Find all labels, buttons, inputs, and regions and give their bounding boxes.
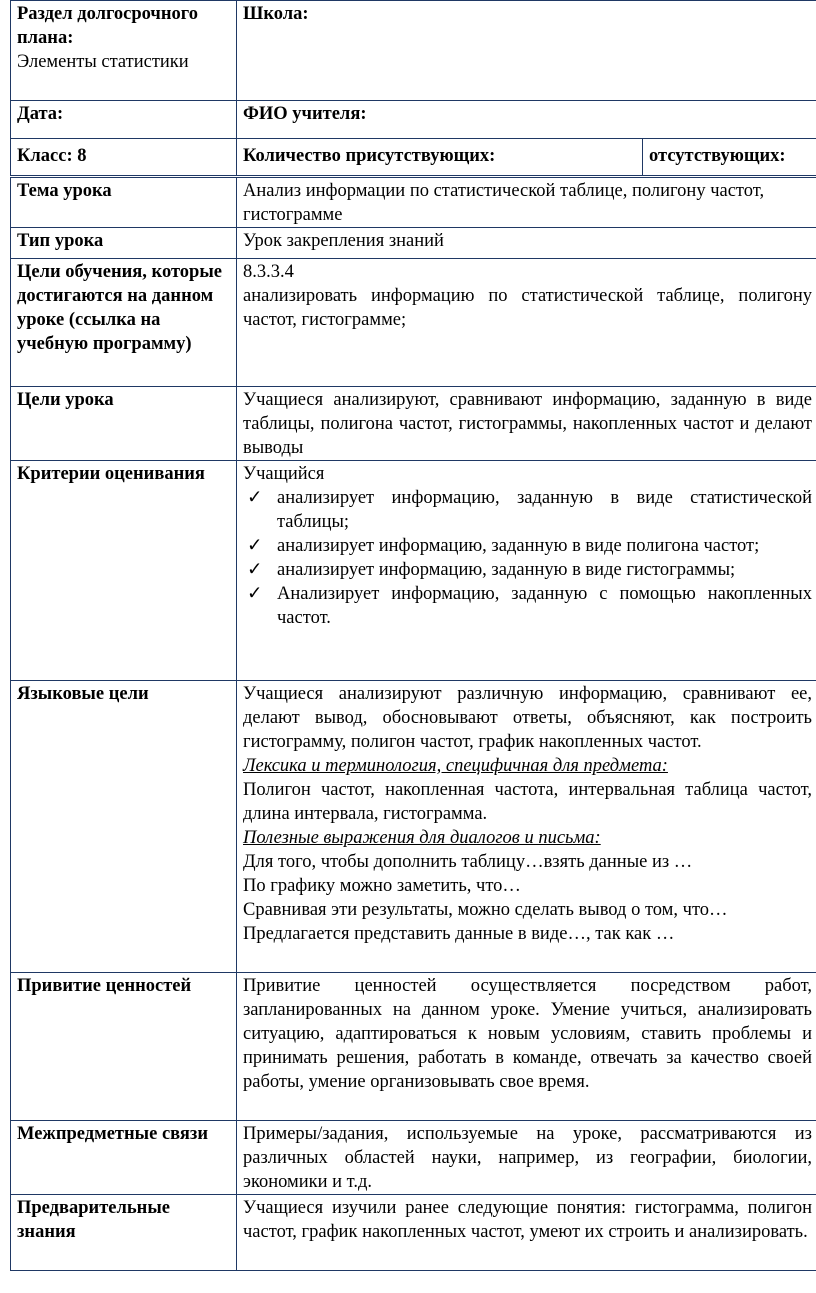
absent-cell: [643, 139, 816, 177]
criteria-intro: Учащийся: [243, 464, 325, 484]
school-cell: [237, 1, 816, 101]
criteria-item: [247, 534, 812, 558]
checkmark-icon: ✓: [247, 584, 263, 604]
date-cell: [11, 101, 237, 139]
row-date: [11, 101, 816, 139]
absent-label: отсутствующих:: [649, 146, 786, 166]
vocab-text: Полигон частот, накопленная частота, интервальная таблица частот, длина интервала, гистограмма.: [243, 780, 812, 824]
row-values: [11, 973, 816, 1121]
phrase-line: Для того, чтобы дополнить таблицу…взять данные из …: [243, 852, 693, 872]
present-label: Количество присутствующих:: [243, 146, 496, 166]
class-cell: [11, 139, 237, 177]
values-label: Привитие ценностей: [11, 973, 237, 1121]
lesson-goals-label: Цели урока: [11, 387, 237, 461]
criteria-cell: [237, 461, 816, 681]
phrases-heading: Полезные выражения для диалогов и письма:: [243, 828, 601, 848]
criteria-item-text: анализирует информацию, заданную в виде гистограммы;: [277, 560, 736, 580]
checkmark-icon: ✓: [247, 488, 263, 508]
row-topic: [11, 177, 816, 228]
objectives-cell: [237, 259, 816, 387]
criteria-item-text: анализирует информацию, заданную в виде полигона частот;: [277, 536, 760, 556]
objectives-value: анализировать информацию по статистической таблице, полигону частот, гистограмме;: [243, 286, 812, 330]
cross-label: Межпредметные связи: [11, 1121, 237, 1195]
criteria-item-text: анализирует информацию, заданную в виде статистической таблицы;: [277, 488, 812, 532]
section-label: Раздел долгосрочного плана:: [17, 4, 198, 48]
phrase-line: По графику можно заметить, что…: [243, 876, 521, 896]
criteria-item: [247, 558, 812, 582]
values-value: Привитие ценностей осуществляется посредством работ, запланированных на данном уроке. Умение учиться, анализировать ситуацию, адаптироваться к новым условиям, ставить проблемы и принимать решения, работать в команде, отвечать за качество своей работы, умение организовывать свое время.: [237, 973, 816, 1121]
criteria-item: [247, 486, 812, 534]
class-label: Класс: 8: [17, 146, 87, 166]
teacher-label: ФИО учителя:: [243, 104, 367, 124]
vocab-heading: Лексика и терминология, специфичная для предмета:: [243, 756, 668, 776]
lesson-goals-value: Учащиеся анализируют, сравнивают информацию, заданную в виде таблицы, полигона частот, гистограммы, накопленных частот и делают выводы: [237, 387, 816, 461]
criteria-list: [243, 486, 812, 630]
type-value: Урок закрепления знаний: [237, 228, 816, 259]
row-type: [11, 228, 816, 259]
phrase-line: Сравнивая эти результаты, можно сделать вывод о том, что…: [243, 900, 728, 920]
language-intro: Учащиеся анализируют различную информацию, сравнивают ее, делают вывод, обосновывают ответы, объясняют, как построить гистограмму, полигон частот, график накопленных частот.: [243, 684, 812, 752]
cross-value: Примеры/задания, используемые на уроке, рассматриваются из различных областей науки, например, из географии, биологии, экономики и т.д.: [237, 1121, 816, 1195]
section-cell: [11, 1, 237, 101]
criteria-item: [247, 582, 812, 630]
type-label: Тип урока: [11, 228, 237, 259]
school-label: Школа:: [243, 4, 309, 24]
row-criteria: [11, 461, 816, 681]
lesson-plan-table: [10, 0, 816, 1271]
row-prior: [11, 1195, 816, 1271]
row-objectives: [11, 259, 816, 387]
checkmark-icon: ✓: [247, 560, 263, 580]
objectives-label: Цели обучения, которые достигаются на данном уроке (ссылка на учебную программу): [11, 259, 237, 387]
objectives-code: 8.3.3.4: [243, 262, 294, 282]
checkmark-icon: ✓: [247, 536, 263, 556]
row-section: [11, 1, 816, 101]
prior-value: Учащиеся изучили ранее следующие понятия: гистограмма, полигон частот, график накопленных частот, умеют их строить и анализировать.: [237, 1195, 816, 1271]
language-label: Языковые цели: [11, 681, 237, 973]
date-label: Дата:: [17, 104, 64, 124]
present-cell: [237, 139, 643, 177]
teacher-cell: [237, 101, 816, 139]
row-class: [11, 139, 816, 177]
row-language: [11, 681, 816, 973]
criteria-item-text: Анализирует информацию, заданную с помощью накопленных частот.: [277, 584, 812, 628]
row-lesson-goals: [11, 387, 816, 461]
prior-label: Предварительные знания: [11, 1195, 237, 1271]
topic-label: Тема урока: [11, 177, 237, 228]
phrase-line: Предлагается представить данные в виде…, так как …: [243, 924, 675, 944]
section-value: Элементы статистики: [17, 52, 189, 72]
row-cross: [11, 1121, 816, 1195]
criteria-label: Критерии оценивания: [11, 461, 237, 681]
topic-value: Анализ информации по статистической таблице, полигону частот, гистограмме: [237, 177, 816, 228]
language-cell: [237, 681, 816, 973]
